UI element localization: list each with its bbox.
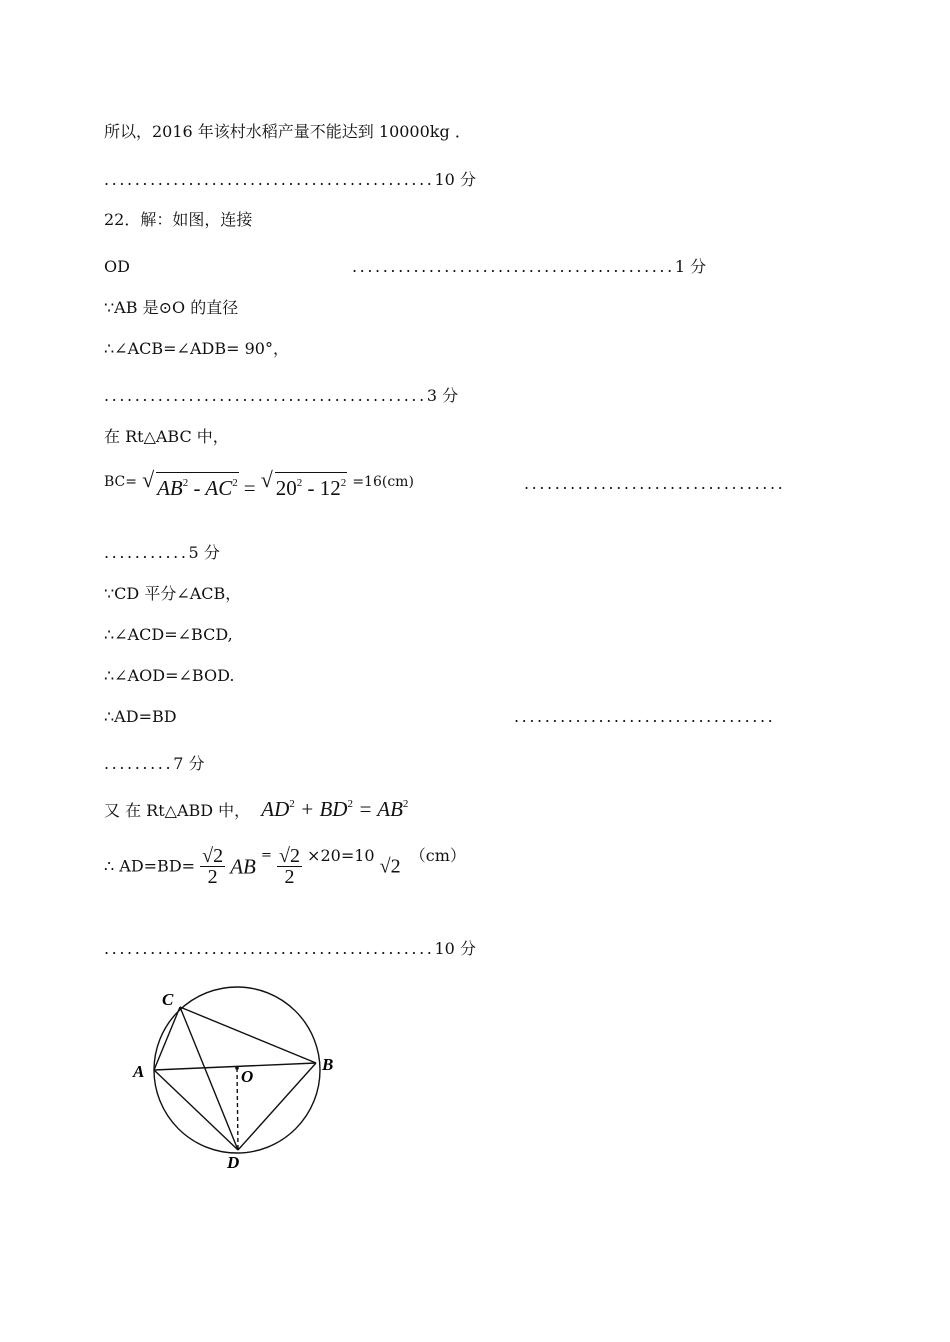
score: 10 分 [434,939,476,958]
line-bc-calc [104,467,786,512]
times-twenty: ×20=10 [307,846,375,865]
score: 5 分 [188,543,220,562]
circle-figure [125,980,355,1175]
score-line-3 [104,386,458,406]
line-right-angles: ∴∠ACB=∠ADB= 90°， [104,339,289,358]
line-pythagoras [104,794,408,821]
line-cd-bisects: ∵CD 平分∠ACB， [104,584,242,603]
fraction-sqrt2-over-2: $\frac{√2}{2}$ [202,845,224,888]
line-od [104,257,707,277]
dot-leader: .......................................... [104,386,427,405]
segment-cd [180,1007,238,1150]
score: 10 分 [434,170,476,189]
dot-leader: ........................................... [104,939,435,958]
ab-term: AB [230,854,256,879]
label-a: A [133,1062,145,1081]
problem-22-heading: 22．解：如图，连接 [104,210,253,229]
line-conclusion: 所以，2016 年该村水稻产量不能达到 10000kg ． [104,122,471,141]
segment-ab [154,1063,316,1070]
ad-bd-text: ∴AD=BD [104,707,177,726]
sqrt-expression-1: √ $AB^2 - AC^2$ [142,467,238,500]
label-c: C [162,990,174,1009]
line-ad-bd [104,707,776,727]
score-line-5 [104,543,220,563]
equals: = [243,476,256,500]
score-line-7 [104,754,204,774]
dot-leader: ........... [104,543,189,562]
od-text: OD [104,257,130,276]
score: 3 分 [426,386,459,405]
pythagoras-equation: $AD^2 + BD^2 = AB^2$ [261,797,409,821]
fraction-sqrt2-over-2: $\frac{√2}{2}$ [278,845,300,888]
line-acd-bcd: ∴∠ACD=∠BCD, [104,625,233,644]
score: 1 分 [674,257,707,276]
line-in-rt-abc: 在 Rt△ABC 中， [104,427,229,446]
point-o [235,1066,239,1070]
bc-result: =16(cm) [352,474,414,490]
line-aod-bod: ∴∠AOD=∠BOD. [104,666,235,685]
ad-value-label: ∴ AD=BD= [104,856,196,876]
score: 7 分 [173,754,205,773]
pythagoras-intro: 又 在 Rt△ABD 中， [104,801,251,820]
segment-od-dashed [237,1068,238,1150]
sqrt-two: √2 [379,855,401,878]
line-diameter: ∵AB 是⊙O 的直径 [104,298,239,317]
segment-cb [180,1007,316,1063]
dot-leader: ........................................... [104,170,435,189]
label-d: D [227,1153,240,1172]
segment-ac [154,1007,180,1070]
label-b: B [322,1055,334,1074]
dot-leader: .................................. [514,707,776,726]
equals: = [260,848,272,863]
unit-cm: （cm） [409,846,466,865]
label-o: O [241,1067,254,1086]
line-ad-value [104,846,466,906]
sqrt-expression-2: √ $20^2 - 12^2$ [260,467,347,500]
dot-leader: ......... [104,754,174,773]
bc-label: BC= [104,474,137,490]
score-line-10a [104,170,476,190]
score-line-10b [104,939,476,959]
dot-leader: .................................. [524,474,786,493]
segment-ad [154,1070,238,1150]
dot-leader: .......................................... [352,257,675,276]
